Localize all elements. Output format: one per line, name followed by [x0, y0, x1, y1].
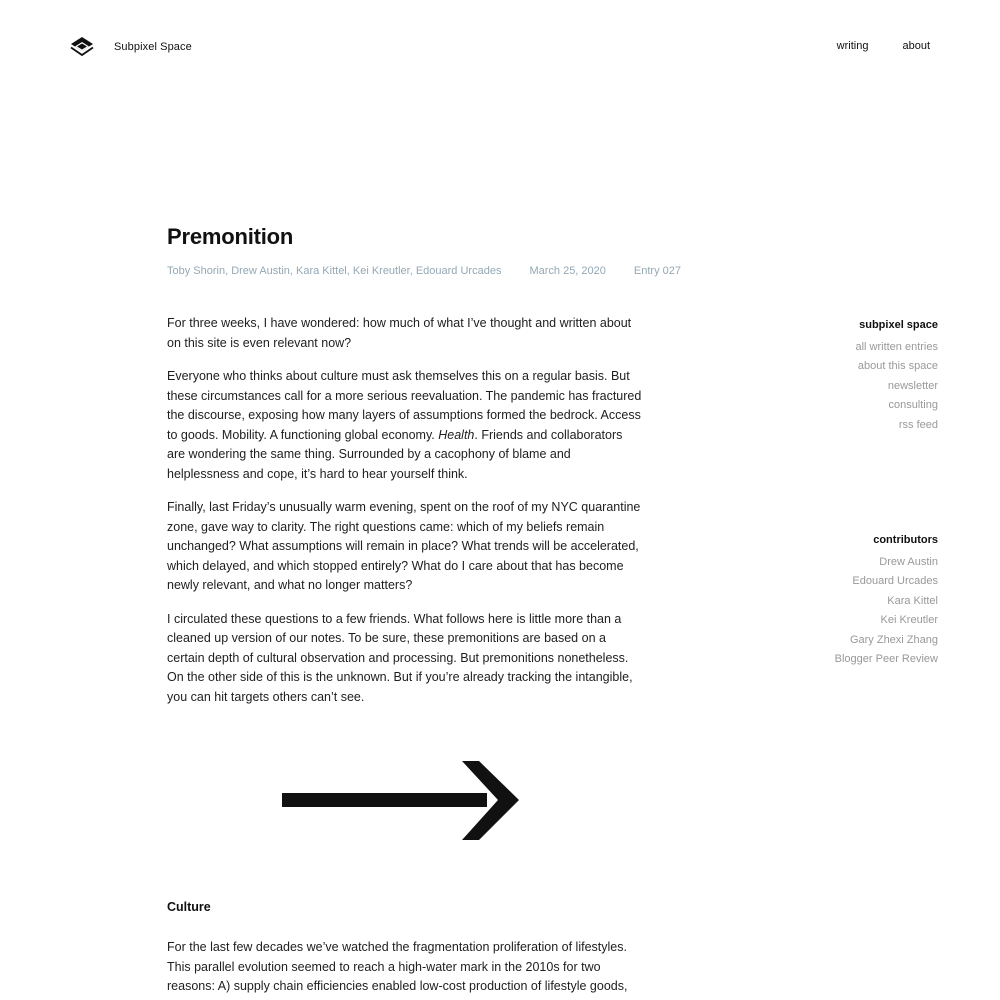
- paragraph: I circulated these questions to a few friends. What follows here is little more than a cleaned up version of our notes. To be sure, these premonitions are based on a certain depth of cultural observation and processing. But premonitions nonetheless. On the other side of this is the unknown. But if you’re already tracking the intangible, you can hit targets others can’t see.: [167, 611, 633, 704]
- sidebar-item: [738, 338, 938, 358]
- sidebar-heading: contributors: [873, 534, 938, 546]
- top-nav: [837, 40, 930, 52]
- site-home-link[interactable]: [70, 36, 192, 58]
- article-date: March 25, 2020: [529, 265, 606, 277]
- sidebar-site-menu: [738, 318, 938, 435]
- contributor-link[interactable]: Kei Kreutler: [880, 614, 938, 626]
- contributor-item: [738, 611, 938, 631]
- sidebar-item: [738, 416, 938, 436]
- paragraph: [167, 367, 642, 484]
- contributor-item: [738, 572, 938, 592]
- consulting-link[interactable]: consulting: [888, 399, 938, 411]
- top-bar: [0, 0, 1000, 94]
- section-heading: Culture: [167, 900, 211, 914]
- contributor-link[interactable]: Blogger Peer Review: [834, 653, 938, 665]
- article-authors: Toby Shorin, Drew Austin, Kara Kittel, Kei Kreutler, Edouard Urcades: [167, 265, 502, 277]
- newsletter-link[interactable]: newsletter: [887, 379, 938, 392]
- sidebar-item: [738, 357, 938, 377]
- sidebar-heading: subpixel space: [859, 319, 938, 331]
- paragraph: For three weeks, I have wondered: how much of what I’ve thought and written about on this site is even relevant now?: [167, 316, 632, 350]
- article-body: [167, 314, 642, 707]
- contributor-item: [738, 553, 938, 573]
- site-name: Subpixel Space: [114, 41, 192, 53]
- paragraph-text: . Friends and collaborators are wondering the same thing. Surrounded by a cacophony of blame and helplessness and cope, it’s hard to hear yourself think.: [167, 427, 623, 481]
- contributor-item: [738, 631, 938, 651]
- sidebar-item: [738, 377, 938, 397]
- right-arrow-icon: [280, 758, 524, 844]
- rss-feed-link[interactable]: rss feed: [898, 418, 938, 431]
- contributor-link[interactable]: Gary Zhexi Zhang: [849, 633, 938, 646]
- nav-writing-link[interactable]: writing: [836, 40, 869, 52]
- paragraph: Finally, last Friday’s unusually warm evening, spent on the roof of my NYC quarantine zone, gave way to clarity. The right questions came: which of my beliefs remain unchanged? What assumptions will remain in place? What trends will be accelerated, which delayed, and which stopped entirely? What do I care about that has become newly relevant, and what no longer matters?: [167, 500, 641, 592]
- article-entry-number: Entry 027: [633, 265, 681, 277]
- sidebar-item: [738, 396, 938, 416]
- article: [167, 222, 681, 721]
- contributor-item: [738, 650, 938, 670]
- contributor-item: [738, 592, 938, 612]
- about-space-link[interactable]: about this space: [857, 360, 938, 372]
- nav-about-link[interactable]: about: [902, 40, 930, 52]
- sidebar-contributors: [738, 533, 938, 670]
- contributor-link[interactable]: Kara Kittel: [887, 594, 938, 607]
- emphasis-text: Health: [438, 427, 475, 442]
- section-paragraph: For the last few decades we’ve watched the fragmentation proliferation of lifestyles. This parallel evolution seemed to reach a high-water mark in the 2010s for two reasons: A) supply chain efficiencies enabled low-cost production of lifestyle goods,: [167, 940, 628, 993]
- page-title: Premonition: [167, 224, 294, 249]
- contributor-link[interactable]: Edouard Urcades: [852, 575, 938, 587]
- paragraph-text: Everyone who thinks about culture must ask themselves this on a regular basis. But these circumstances call for a more serious reevaluation. The pandemic has fractured the discourse, exposing how many layers of assumptions formed the bedrock. Access to goods. Mobility. A functioning global economy.: [167, 369, 642, 442]
- sidebar-site-links: [738, 338, 938, 436]
- diamond-layers-logo-icon: [70, 36, 94, 58]
- contributors-list: [738, 553, 938, 670]
- contributor-link[interactable]: Drew Austin: [879, 555, 938, 568]
- all-entries-link[interactable]: all written entries: [855, 340, 938, 353]
- article-meta: [167, 265, 681, 277]
